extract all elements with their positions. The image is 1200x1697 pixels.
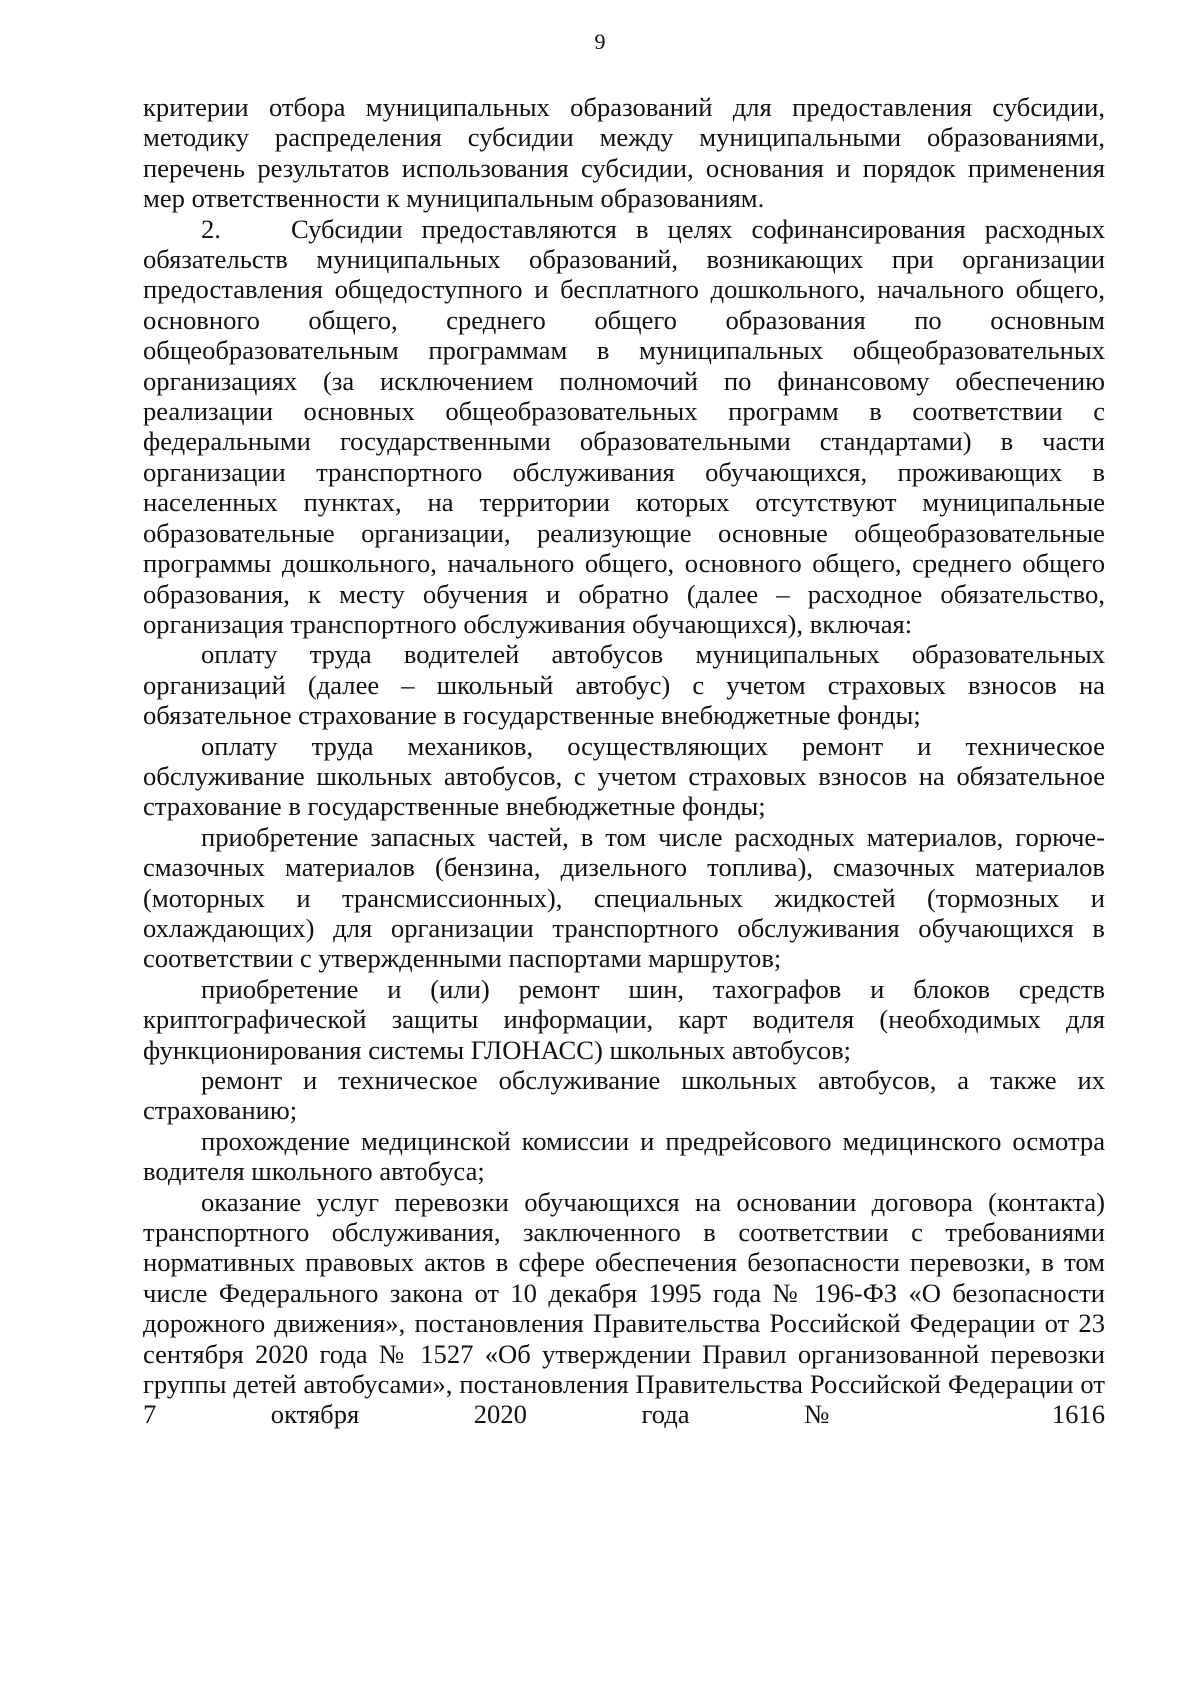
paragraph-number: 2. [201, 213, 221, 244]
page-number: 9 [594, 29, 606, 54]
paragraph-item-2 [143, 214, 1105, 640]
list-item-repair-insurance: ремонт и техническое обслуживание школьных автобусов, а также их страхованию; [143, 1065, 1105, 1126]
document-body [143, 92, 1105, 1430]
list-item-driver-wages: оплату труда водителей автобусов муниципальных образовательных организаций (далее – школьный автобус) с учетом страховых взносов на обязательное страхование в государственные внебюджетные фонды; [143, 639, 1105, 731]
list-item-transport-services: оказание услуг перевозки обучающихся на основании договора (контакта) транспортного обслуживания, заключенного в соответствии с требованиями нормативных правовых актов в сфере обеспечения безопасности перевозки, в том числе Федерального закона от 10 декабря 1995 года № 196-ФЗ «О безопасности дорожного движения», постановления Правительства Российской Федерации от 23 сентября 2020 года № 1527 «Об утверждении Правил организованной перевозки группы детей автобусами», постановления Правительства Российской Федерации от 7 октября 2020 года № 1616 [143, 1186, 1105, 1430]
list-item-tires-tachographs: приобретение и (или) ремонт шин, тахографов и блоков средств криптографической защиты информации, карт водителя (необходимых для функционирования системы ГЛОНАСС) школьных автобусов; [143, 973, 1105, 1065]
list-item-medical-exam: прохождение медицинской комиссии и предрейсового медицинского осмотра водителя школьного автобуса; [143, 1125, 1105, 1187]
paragraph-continuation: критерии отбора муниципальных образований для предоставления субсидии, методику распределения субсидии между муниципальными образованиями, перечень результатов использования субсидии, основания и порядок применения мер ответственности к муниципальным образованиям. [143, 92, 1105, 214]
list-item-spare-parts: приобретение запасных частей, в том числе расходных материалов, горюче-смазочных материалов (бензина, дизельного топлива), смазочных материалов (моторных и трансмиссионных), специальных жидкостей (тормозных и охлаждающих) для организации транспортного обслуживания обучающихся в соответствии с утвержденными паспортами маршрутов; [143, 821, 1105, 974]
list-item-mechanic-wages: оплату труда механиков, осуществляющих ремонт и техническое обслуживание школьных автобусов, с учетом страховых взносов на обязательное страхование в государственные внебюджетные фонды; [143, 730, 1105, 822]
paragraph-text: Субсидии предоставляются в целях софинансирования расходных обязательств муниципальных образований, возникающих при организации предоставления общедоступного и бесплатного дошкольного, начального общего, основного общего, среднего общего образования по основным общеобразовательным программам в муниципальных общеобразовательных организациях (за исключением полномочий по финансовому обеспечению реализации основных общеобразовательных программ в соответствии с федеральными государственными образовательными стандартами) в части организации транспортного обслуживания обучающихся, проживающих в населенных пунктах, на территории которых отсутствуют муниципальные образовательные организации, реализующие основные общеобразовательные программы дошкольного, начального общего, основного общего, среднего общего образования, к месту обучения и обратно (далее – расходное обязательство, организация транспортного обслуживания обучающихся), включая: [143, 213, 1105, 639]
